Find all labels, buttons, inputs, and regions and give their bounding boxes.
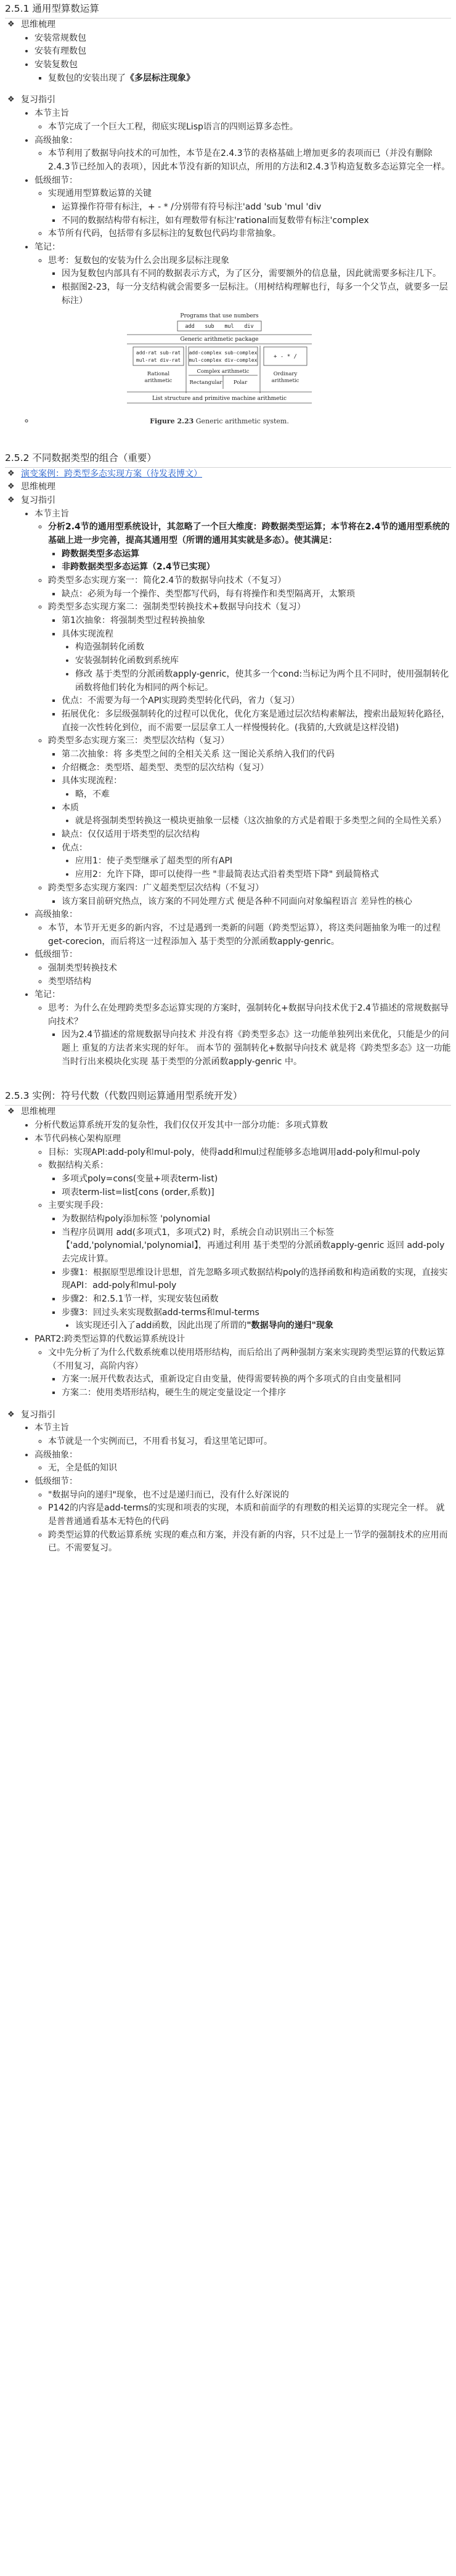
list-item: ◦ 本节利用了数据导向技术的可加性，本节是在2.4.3节的表格基础上增加更多的表项而已（并没有删除2.4.3节已经加入的表项），因此本节没有新的知识点，所用的方法和2.4.3节构造复数多态运算完全一样。 <box>48 147 451 174</box>
list-item: • 低级细节： ◦ 实现通用型算数运算的关键 ▪ 运算操作符带有标注，+ - * /分别带有符号标注'add 'sub 'mul 'div ▪ 不同的数据结构带有标注，如有理数带有标注'rational而复数带有标注'complex ◦ 本节所有代码，包括带有多层标注的复数包代码均非常抽象。 <box>35 174 451 241</box>
section-2-5-2-outline <box>5 468 451 1069</box>
link-item <box>7 468 451 481</box>
ordinary-label-2: arithmetic <box>271 378 299 385</box>
ordinary-label-1: Ordinary <box>273 371 298 378</box>
list-item: ▪ 当程序员调用 add(多项式1，多项式2) 时，系统会自动识别出三个标签【'add,'polynomial,'polynomial】，再通过利用 基于类型的分派函数apply-genric 返回 add-poly去完成计算。 <box>62 1226 451 1266</box>
list-item: ◦ 主要实现手段： ▪ 为数据结构poly添加标签 'polynomial ▪ 当程序员调用 add(多项式1，多项式2) 时，系统会自动识别出三个标签【'add,'polynomial,'polynomial】，再通过利用 基于类型的分派函数apply-genric 返回 add-poly去完成计算。 ▪ 步骤1：根据原型思维设计思想，首先忽略多项式数据结构poly的选择函数和构造函数的实现，直接实现API：add-poly和mul-poly ▪ 步骤2：和2.5.1节一样，实现安装包函数 ▪ 步骤3：回过头来实现数据add-terms和mul-terms • 该实现还引入了add函数，因此出现了所谓的"数据导向的递归"现象 <box>48 1199 451 1333</box>
op-add: add <box>185 324 195 330</box>
list-item: ◦ 本节完成了一个巨大工程，彻底实现Lisp语言的四则运算多态性。 <box>48 121 451 134</box>
list-item: ▪ 优点：不需要为每一个API实现跨类型转化代码，省力（复习） <box>62 695 451 708</box>
complex-label: Complex arithmetic <box>197 369 250 375</box>
figure-caption: Figure 2.23 Generic arithmetic system. <box>150 417 289 426</box>
list-item: • 高级抽象： ◦ 无，全是低的知识 <box>35 1449 451 1475</box>
list-item: • 该实现还引入了add函数，因此出现了所谓的"数据导向的递归"现象 <box>75 1319 451 1333</box>
mindmap-item: ❖ 思维梳理 • 分析代数运算系统开发的复杂性，我们仅仅开发其中一部分功能：多项式算数 • 本节代码核心架构原理 ◦ 目标：实现API:add-poly和mul-poly，使得add和mul过程能够多态地调用add-poly和mul-poly ◦ 数据结构关系： ▪ 多项式poly=cons(变量+项表term-list) ▪ 项表term-list=list[cons (order,系数)] ◦ 主要实现手段： ▪ 为数据结构poly添加标签 'polynomial ▪ 当程序员调用 add(多项式1，多项式2) 时，系统会自动识别出三个标签【'add,'polynomial,'polynomial】，再通过利用 基于类型的分派函数apply-genric 返回 add-poly去完成计算。 ▪ 步骤1：根据原型思维设计思想，首先忽略多项式数据结构poly的选择函数和构造函数的实现，直接实现API：add-poly和mul-poly ▪ 步骤2：和2.5.1节一样，实现安装包函数 ▪ 步骤3：回过头来实现数据add-terms和mul-terms • 该实现还引入了add函数，因此出现了所谓的"数据导向的递归"现象 • PART2:跨类型运算的代数运算系统设计 ◦ 文中先分析了为什么代数系统难以使用塔形结构，而后给出了两种强制方案来实现跨类型运算的代数运算（不用复习，高阶内容） ▪ 方案一:展开代数表达式，重新设定自由变量，使得需要转换的两个多项式的自由变量相同 ▪ 方案二：使用类塔形结构，硬生生的规定变量设定一个排序 <box>7 1106 451 1400</box>
list-item: • 安装复数包 ▪ 复数包的安装出现了《多层标注现象》 <box>35 59 451 85</box>
list-item: ▪ 复数包的安装出现了《多层标注现象》 <box>48 72 451 86</box>
list-item: ◦ 类型塔结构 <box>48 976 451 989</box>
list-item: ▪ 缺点：仅仅适用于塔类型的层次结构 <box>62 828 451 842</box>
section-title-2-5-2: 2.5.2 不同数据类型的组合（重要） <box>5 449 451 468</box>
list-item: • 笔记： ◦ 思考：为什么在处理跨类型多态运算实现的方案时，强制转化+数据导向技术优于2.4节描述的常规数据导向技术？ ▪ 因为2.4节描述的常规数据导向技术 并没有将《跨类型多态》这一功能单独列出来优化，只能是少的问题上 重复的方法者来实现的好年。 而本节的 强制转化+数据导向技术 就是将《跨类型多态》这一功能当时行出来模块化实现 基于类型的分派函数apply-genric 中。 <box>35 988 451 1069</box>
list-item: • 本节主旨 ◦ 本节完成了一个巨大工程，彻底实现Lisp语言的四则运算多态性。 <box>35 107 451 134</box>
list-item: ▪ 具体实现流程： • 略，不难 <box>62 775 451 801</box>
rational-label-1: Rational <box>147 371 170 378</box>
mindmap-item: ❖ 思维梳理 • 安装常规数包 • 安装有理数包 • 安装复数包 ▪ 复数包的安装出现了《多层标注现象》 <box>7 18 451 85</box>
list-item: ◦ 思考：为什么在处理跨类型多态运算实现的方案时，强制转化+数据导向技术优于2.4节描述的常规数据导向技术？ ▪ 因为2.4节描述的常规数据导向技术 并没有将《跨类型多态》这一功能单独列出来优化，只能是少的问题上 重复的方法者来实现的好年。 而本节的 强制转化+数据导向技术 就是将《跨类型多态》这一功能当时行出来模块化实现 基于类型的分派函数apply-genric 中。 <box>48 1002 451 1069</box>
cx-ops-1: add-complex sub-complex <box>189 350 258 356</box>
list-item: ▪ 步骤3：回过头来实现数据add-terms和mul-terms • 该实现还引入了add函数，因此出现了所谓的"数据导向的递归"现象 <box>62 1306 451 1333</box>
list-item: ◦ 跨类型多态实现方案四：广义超类型层次结构（不复习） ▪ 该方案目前研究热点，该方案的不同处理方式 便是各种不同面向对象编程语言 差异性的核心 <box>48 882 451 908</box>
blog-link[interactable]: 演变案例：跨类型多态实现方案（待发表博文） <box>21 468 202 479</box>
list-item: ▪ 因为2.4节描述的常规数据导向技术 并没有将《跨类型多态》这一功能单独列出来优化，只能是少的问题上 重复的方法者来实现的好年。 而本节的 强制转化+数据导向技术 就是将《跨类型多态》这一功能当时行出来模块化实现 基于类型的分派函数apply-genric 中。 <box>62 1029 451 1069</box>
list-item: ▪ 具体实现流程 • 构造强制转化函数 • 安装强制转化函数到系统库 • 修改 基于类型的分派函数apply-genric，使其多一个cond:当标记为两个且不同时，使用强制转化函数将他们转化为相同的两个标记。 <box>62 628 451 695</box>
list-item: • 就是将强制类型转换这一模块更抽象一层楼（这次抽象的方式是着眼于多类型之间的全局性关系） <box>75 815 451 828</box>
op-div: div <box>244 324 254 330</box>
list-item: ◦ 目标：实现API:add-poly和mul-poly，使得add和mul过程能够多态地调用add-poly和mul-poly <box>48 1146 451 1160</box>
list-item: • 笔记： ◦ 思考：复数包的安装为什么会出现多层标注现象 ▪ 因为复数包内部具有不同的数据表示方式，为了区分，需要额外的信息量，因此就需要多标注几下。 ▪ 根据图2-23，每一分支结构就会需要多一层标注。（用树结构理解也行，每多一个父节点，就要多一层标注） <box>35 241 451 308</box>
list-item: ▪ 拓展优化：多层级强制转化的过程可以优化，优化方案是通过层次结构素解法，搜索出最短转化路径，直接一次性转化到位，而不需要一层层拿工人一样慢慢转化。(我猜的,大致就是这样没错) <box>62 708 451 735</box>
generic-package-label: Generic arithmetic package <box>180 336 259 343</box>
list-item: ◦ 思考：复数包的安装为什么会出现多层标注现象 ▪ 因为复数包内部具有不同的数据表示方式，为了区分，需要额外的信息量，因此就需要多标注几下。 ▪ 根据图2-23，每一分支结构就会需要多一层标注。（用树结构理解也行，每多一个父节点，就要多一层标注） <box>48 255 451 308</box>
list-item: • 本节主旨 ◦ 本节就是一个实例而已，不用看书复习，看这里笔记即可。 <box>35 1422 451 1448</box>
top-box-title: ◦ Programs that use numbers <box>180 313 259 320</box>
review-outline-2-5-3 <box>5 1409 451 1556</box>
list-item: • 略，不难 <box>75 788 451 802</box>
list-item: ▪ 优点： • 应用1：使子类型继承了超类型的所有API • 应用2：允许下降，即可以使得一些 "非最简表达式沿着类型塔下降" 到最简格式 <box>62 842 451 882</box>
list-item: • 低级细节： ◦ 强制类型转换技术 ◦ 类型塔结构 <box>35 948 451 988</box>
list-item: • 安装常规数包 <box>35 32 451 46</box>
list-item: ▪ 运算操作符带有标注，+ - * /分别带有符号标注'add 'sub 'mul 'div <box>62 201 451 214</box>
list-item: • 本节主旨 ◦ 分析2.4节的通用型系统设计，其忽略了一个巨大维度：跨数据类型运算；本节将在2.4节的通用型系统的基础上进一步完善，提高其通用型（所谓的通用其实就是多态）。使其满足： ▪ 跨数据类型多态运算 ▪ 非跨数据类型多态运算（2.4节已实现） ◦ 跨类型多态实现方案一：简化2.4节的数据导向技术（不复习） ▪ 缺点：必须为每一个操作、类型都写代码，每有将操作和类型隔离开，太繁琐 ◦ 跨类型多态实现方案二：强制类型转换技术+数据导向技术（复习） ▪ 第1次抽象：将强制类型过程转换抽象 ▪ 具体实现流程 • 构造强制转化函数 • 安装强制转化函数到系统库 • 修改 基于类型的分派函数apply-genric，使其多一个cond:当标记为两个且不同时，使用强制转化函数将他们转化为相同的两个标记。 ▪ 优点：不需要为每一个API实现跨类型转化代码，省力（复习） ▪ 拓展优化：多层级强制转化的过程可以优化，优化方案是通过层次结构素解法，搜索出最短转化路径，直接一次性转化到位，而不需要一层层拿工人一样慢慢转化。(我猜的,大致就是这样没错) ◦ 跨类型多态实现方案三：类型层次结构（复习） ▪ 第二次抽象：将 多类型之间的全相关关系 这一图论关系纳入我们的代码 ▪ 介绍概念：类型塔、超类型、类型的层次结构（复习） ▪ 具体实现流程： • 略，不难 ▪ 本质 • 就是将强制类型转换这一模块更抽象一层楼（这次抽象的方式是着眼于多类型之间的全局性关系） ▪ 缺点：仅仅适用于塔类型的层次结构 ▪ 优点： • 应用1：使子类型继承了超类型的所有API • 应用2：允许下降，即可以使得一些 "非最简表达式沿着类型塔下降" 到最简格式 ◦ 跨类型多态实现方案四：广义超类型层次结构（不复习） ▪ 该方案目前研究热点，该方案的不同处理方式 便是各种不同面向对象编程语言 差异性的核心 <box>35 508 451 909</box>
list-item: ◦ 强制类型转换技术 <box>48 962 451 976</box>
cx-ops-2: mul-complex div-complex <box>189 357 258 364</box>
bottom-label: List structure and primitive machine arithmetic <box>152 396 287 402</box>
list-item: ▪ 介绍概念：类型塔、超类型、类型的层次结构（复习） <box>62 762 451 775</box>
list-item: ▪ 为数据结构poly添加标签 'polynomial <box>62 1213 451 1226</box>
list-item: ▪ 缺点：必须为每一个操作、类型都写代码，每有将操作和类型隔离开，太繁琐 <box>62 588 451 601</box>
list-item: ◦ 跨类型多态实现方案三：类型层次结构（复习） ▪ 第二次抽象：将 多类型之间的全相关关系 这一图论关系纳入我们的代码 ▪ 介绍概念：类型塔、超类型、类型的层次结构（复习） ▪ 具体实现流程： • 略，不难 ▪ 本质 • 就是将强制类型转换这一模块更抽象一层楼（这次抽象的方式是着眼于多类型之间的全局性关系） ▪ 缺点：仅仅适用于塔类型的层次结构 ▪ 优点： • 应用1：使子类型继承了超类型的所有API • 应用2：允许下降，即可以使得一些 "非最简表达式沿着类型塔下降" 到最简格式 <box>48 735 451 882</box>
list-item: ▪ 非跨数据类型多态运算（2.4节已实现） <box>62 561 451 574</box>
mindmap-item: ❖ 思维梳理 <box>7 481 451 494</box>
list-item: • 安装强制转化函数到系统库 <box>75 654 451 668</box>
list-item: ◦ 分析2.4节的通用型系统设计，其忽略了一个巨大维度：跨数据类型运算；本节将在2.4节的通用型系统的基础上进一步完善，提高其通用型（所谓的通用其实就是多态）。使其满足： ▪ 跨数据类型多态运算 ▪ 非跨数据类型多态运算（2.4节已实现） <box>48 521 451 574</box>
section-2-5-1-outline <box>5 18 451 85</box>
list-item: ▪ 不同的数据结构带有标注，如有理数带有标注'rational而复数带有标注'complex <box>62 214 451 228</box>
list-item: ▪ 跨数据类型多态运算 <box>62 548 451 561</box>
figure-item <box>35 310 451 426</box>
diamond-bullet-icon: ❖ <box>7 482 15 492</box>
diamond-bullet-icon: ❖ <box>7 1107 15 1117</box>
list-item: • 本节代码核心架构原理 ◦ 目标：实现API:add-poly和mul-poly，使得add和mul过程能够多态地调用add-poly和mul-poly ◦ 数据结构关系： ▪ 多项式poly=cons(变量+项表term-list) ▪ 项表term-list=list[cons (order,系数)] ◦ 主要实现手段： ▪ 为数据结构poly添加标签 'polynomial ▪ 当程序员调用 add(多项式1，多项式2) 时，系统会自动识别出三个标签【'add,'polynomial,'polynomial】，再通过利用 基于类型的分派函数apply-genric 返回 add-poly去完成计算。 ▪ 步骤1：根据原型思维设计思想，首先忽略多项式数据结构poly的选择函数和构造函数的实现，直接实现API：add-poly和mul-poly ▪ 步骤2：和2.5.1节一样，实现安装包函数 ▪ 步骤3：回过头来实现数据add-terms和mul-terms • 该实现还引入了add函数，因此出现了所谓的"数据导向的递归"现象 <box>35 1133 451 1333</box>
section-title-2-5-1: 2.5.1 通用型算数运算 <box>5 0 451 18</box>
section-title-2-5-3: 2.5.3 实例：符号代数（代数四则运算通用型系统开发） <box>5 1087 451 1106</box>
rational-label-2: arithmetic <box>144 378 173 385</box>
list-item: • 应用2：允许下降，即可以使得一些 "非最简表达式沿着类型塔下降" 到最简格式 <box>75 868 451 882</box>
list-item: • 构造强制转化函数 <box>75 641 451 654</box>
list-item: ◦ P142的内容是add-terms的实现和项表的实现，本质和前面学的有理数的相关运算的实现完全一样。 就是普普通通看基本无特色的代码 <box>48 1502 451 1528</box>
list-item: ◦ 本节就是一个实例而已，不用看书复习，看这里笔记即可。 <box>48 1435 451 1449</box>
list-item: • 高级抽象： ◦ 本节，本节开无更多的新内容，不过是遇到一类新的问题（跨类型运算），将这类问题抽象为唯一的过程get-corecion，而后将这一过程添加入 基于类型的分派函数apply-genric。 <box>35 908 451 948</box>
diamond-bullet-icon: ❖ <box>7 495 15 505</box>
section-2-5-3-outline <box>5 1106 451 1400</box>
list-item: ◦ 实现通用型算数运算的关键 ▪ 运算操作符带有标注，+ - * /分别带有符号标注'add 'sub 'mul 'div ▪ 不同的数据结构带有标注，如有理数带有标注'rational而复数带有标注'complex <box>48 187 451 227</box>
review-outline <box>5 94 451 426</box>
list-item: ◦ 跨类型多态实现方案二：强制类型转换技术+数据导向技术（复习） ▪ 第1次抽象：将强制类型过程转换抽象 ▪ 具体实现流程 • 构造强制转化函数 • 安装强制转化函数到系统库 • 修改 基于类型的分派函数apply-genric，使其多一个cond:当标记为两个且不同时，使用强制转化函数将他们转化为相同的两个标记。 ▪ 优点：不需要为每一个API实现跨类型转化代码，省力（复习） ▪ 拓展优化：多层级强制转化的过程可以优化，优化方案是通过层次结构素解法，搜索出最短转化路径，直接一次性转化到位，而不需要一层层拿工人一样慢慢转化。(我猜的,大致就是这样没错) <box>48 601 451 735</box>
list-item: ▪ 多项式poly=cons(变量+项表term-list) <box>62 1173 451 1186</box>
list-item: ▪ 第1次抽象：将强制类型过程转换抽象 <box>62 614 451 628</box>
generic-arithmetic-diagram <box>35 310 404 415</box>
diamond-bullet-icon: ❖ <box>7 20 15 30</box>
diamond-bullet-icon: ❖ <box>7 1409 15 1419</box>
list-item: ▪ 项表term-list=list[cons (order,系数)] <box>62 1186 451 1200</box>
list-item: ▪ 步骤2：和2.5.1节一样，实现安装包函数 <box>62 1293 451 1306</box>
rectangular-label: Rectangular <box>189 380 222 386</box>
list-item: ▪ 根据图2-23，每一分支结构就会需要多一层标注。（用树结构理解也行，每多一个父节点，就要多一层标注） <box>62 281 451 308</box>
list-item: • 安装有理数包 <box>35 45 451 59</box>
list-item: ▪ 方案二：使用类塔形结构，硬生生的规定变量设定一个排序 <box>62 1387 451 1400</box>
list-item: • 修改 基于类型的分派函数apply-genric，使其多一个cond:当标记为两个且不同时，使用强制转化函数将他们转化为相同的两个标记。 <box>75 668 451 695</box>
list-item: ▪ 方案一:展开代数表达式，重新设定自由变量，使得需要转换的两个多项式的自由变量相同 <box>62 1373 451 1387</box>
ord-ops: + - * / <box>274 354 297 361</box>
list-item: ▪ 本质 • 就是将强制类型转换这一模块更抽象一层楼（这次抽象的方式是着眼于多类型之间的全局性关系） <box>62 802 451 828</box>
list-item: ◦ 文中先分析了为什么代数系统难以使用塔形结构，而后给出了两种强制方案来实现跨类型运算的代数运算（不用复习，高阶内容） ▪ 方案一:展开代数表达式，重新设定自由变量，使得需要转换的两个多项式的自由变量相同 ▪ 方案二：使用类塔形结构，硬生生的规定变量设定一个排序 <box>48 1347 451 1400</box>
list-item: • PART2:跨类型运算的代数运算系统设计 ◦ 文中先分析了为什么代数系统难以使用塔形结构，而后给出了两种强制方案来实现跨类型运算的代数运算（不用复习，高阶内容） ▪ 方案一:展开代数表达式，重新设定自由变量，使得需要转换的两个多项式的自由变量相同 ▪ 方案二：使用类塔形结构，硬生生的规定变量设定一个排序 <box>35 1333 451 1400</box>
list-item: • 高级抽象： ◦ 本节利用了数据导向技术的可加性，本节是在2.4.3节的表格基础上增加更多的表项而已（并没有删除2.4.3节已经加入的表项），因此本节没有新的知识点，所用的方法和2.4.3节构造复数多态运算完全一样。 <box>35 134 451 174</box>
list-item: • 应用1：使子类型继承了超类型的所有API <box>75 855 451 868</box>
list-item: ◦ 本节，本节开无更多的新内容，不过是遇到一类新的问题（跨类型运算），将这类问题抽象为唯一的过程get-corecion，而后将这一过程添加入 基于类型的分派函数apply-genric。 <box>48 922 451 948</box>
list-item: ▪ 步骤1：根据原型思维设计思想，首先忽略多项式数据结构poly的选择函数和构造函数的实现，直接实现API：add-poly和mul-poly <box>62 1266 451 1293</box>
generic-arithmetic-figure <box>35 310 404 426</box>
list-item: ◦ 跨类型运算的代数运算系统 实现的难点和方案，并没有新的内容，只不过是上一节学的强制技术的应用而已。不需要复习。 <box>48 1529 451 1555</box>
list-item: ▪ 第二次抽象：将 多类型之间的全相关关系 这一图论关系纳入我们的代码 <box>62 748 451 762</box>
review-item: ❖ 复习指引 • 本节主旨 ◦ 分析2.4节的通用型系统设计，其忽略了一个巨大维度：跨数据类型运算；本节将在2.4节的通用型系统的基础上进一步完善，提高其通用型（所谓的通用其实就是多态）。使其满足： ▪ 跨数据类型多态运算 ▪ 非跨数据类型多态运算（2.4节已实现） ◦ 跨类型多态实现方案一：简化2.4节的数据导向技术（不复习） ▪ 缺点：必须为每一个操作、类型都写代码，每有将操作和类型隔离开，太繁琐 ◦ 跨类型多态实现方案二：强制类型转换技术+数据导向技术（复习） ▪ 第1次抽象：将强制类型过程转换抽象 ▪ 具体实现流程 • 构造强制转化函数 • 安装强制转化函数到系统库 • 修改 基于类型的分派函数apply-genric，使其多一个cond:当标记为两个且不同时，使用强制转化函数将他们转化为相同的两个标记。 ▪ 优点：不需要为每一个API实现跨类型转化代码，省力（复习） ▪ 拓展优化：多层级强制转化的过程可以优化，优化方案是通过层次结构素解法，搜索出最短转化路径，直接一次性转化到位，而不需要一层层拿工人一样慢慢转化。(我猜的,大致就是这样没错) ◦ 跨类型多态实现方案三：类型层次结构（复习） ▪ 第二次抽象：将 多类型之间的全相关关系 这一图论关系纳入我们的代码 ▪ 介绍概念：类型塔、超类型、类型的层次结构（复习） ▪ 具体实现流程： • 略，不难 ▪ 本质 • 就是将强制类型转换这一模块更抽象一层楼（这次抽象的方式是着眼于多类型之间的全局性关系） ▪ 缺点：仅仅适用于塔类型的层次结构 ▪ 优点： • 应用1：使子类型继承了超类型的所有API • 应用2：允许下降，即可以使得一些 "非最简表达式沿着类型塔下降" 到最简格式 ◦ 跨类型多态实现方案四：广义超类型层次结构（不复习） ▪ 该方案目前研究热点，该方案的不同处理方式 便是各种不同面向对象编程语言 差异性的核心 • 高级抽象： ◦ 本节，本节开无更多的新内容，不过是遇到一类新的问题（跨类型运算），将这类问题抽象为唯一的过程get-corecion，而后将这一过程添加入 基于类型的分派函数apply-genric。 • 低级细节： ◦ 强制类型转换技术 ◦ 类型塔结构 • 笔记： ◦ 思考：为什么在处理跨类型多态运算实现的方案时，强制转化+数据导向技术优于2.4节描述的常规数据导向技术？ ▪ 因为2.4节描述的常规数据导向技术 并没有将《跨类型多态》这一功能单独列出来优化，只能是少的问题上 重复的方法者来实现的好年。 而本节的 强制转化+数据导向技术 就是将《跨类型多态》这一功能当时行出来模块化实现 基于类型的分派函数apply-genric 中。 <box>7 494 451 1069</box>
list-item: ◦ 无，全是低的知识 <box>48 1462 451 1475</box>
rat-ops-2: mul-rat div-rat <box>136 357 181 364</box>
list-item: ◦ 本节所有代码，包括带有多层标注的复数包代码均非常抽象。 <box>48 227 451 241</box>
list-item: ▪ 因为复数包内部具有不同的数据表示方式，为了区分，需要额外的信息量，因此就需要多标注几下。 <box>62 267 451 281</box>
list-item: • 分析代数运算系统开发的复杂性，我们仅仅开发其中一部分功能：多项式算数 <box>35 1119 451 1133</box>
op-mul: mul <box>224 324 234 330</box>
list-item: ◦ 跨类型多态实现方案一：简化2.4节的数据导向技术（不复习） ▪ 缺点：必须为每一个操作、类型都写代码，每有将操作和类型隔离开，太繁琐 <box>48 574 451 601</box>
diamond-bullet-icon: ❖ <box>7 468 15 478</box>
op-sub: sub <box>205 324 214 330</box>
rat-ops-1: add-rat sub-rat <box>136 350 181 356</box>
list-item: • 低级细节： ◦ "数据导向的递归"现象，也不过是递归而已，没有什么好深说的 ◦ P142的内容是add-terms的实现和项表的实现，本质和前面学的有理数的相关运算的实现完全一样。 就是普普通通看基本无特色的代码 ◦ 跨类型运算的代数运算系统 实现的难点和方案，并没有新的内容，只不过是上一节学的强制技术的应用而已。不需要复习。 <box>35 1475 451 1555</box>
diamond-bullet-icon: ❖ <box>7 95 15 105</box>
polar-label: Polar <box>233 380 248 386</box>
list-item: ◦ 数据结构关系： ▪ 多项式poly=cons(变量+项表term-list) ▪ 项表term-list=list[cons (order,系数)] <box>48 1159 451 1199</box>
review-item: ❖ 复习指引 • 本节主旨 ◦ 本节就是一个实例而已，不用看书复习，看这里笔记即可。 • 高级抽象： ◦ 无，全是低的知识 • 低级细节： ◦ "数据导向的递归"现象，也不过是递归而已，没有什么好深说的 ◦ P142的内容是add-terms的实现和项表的实现，本质和前面学的有理数的相关运算的实现完全一样。 就是普普通通看基本无特色的代码 ◦ 跨类型运算的代数运算系统 实现的难点和方案，并没有新的内容，只不过是上一节学的强制技术的应用而已。不需要复习。 <box>7 1409 451 1556</box>
list-item: ◦ "数据导向的递归"现象，也不过是递归而已，没有什么好深说的 <box>48 1489 451 1502</box>
list-item: ▪ 该方案目前研究热点，该方案的不同处理方式 便是各种不同面向对象编程语言 差异性的核心 <box>62 895 451 909</box>
review-item: ❖ 复习指引 • 本节主旨 ◦ 本节完成了一个巨大工程，彻底实现Lisp语言的四则运算多态性。 • 高级抽象： ◦ 本节利用了数据导向技术的可加性，本节是在2.4.3节的表格基础上增加更多的表项而已（并没有删除2.4.3节已经加入的表项），因此本节没有新的知识点，所用的方法和2.4.3节构造复数多态运算完全一样。 • 低级细节： ◦ 实现通用型算数运算的关键 ▪ 运算操作符带有标注，+ - * /分别带有符号标注'add 'sub 'mul 'div ▪ 不同的数据结构带有标注，如有理数带有标注'rational而复数带有标注'complex ◦ 本节所有代码，包括带有多层标注的复数包代码均非常抽象。 • 笔记： ◦ 思考：复数包的安装为什么会出现多层标注现象 ▪ 因为复数包内部具有不同的数据表示方式，为了区分，需要额外的信息量，因此就需要多标注几下。 ▪ 根据图2-23，每一分支结构就会需要多一层标注。（用树结构理解也行，每多一个父节点，就要多一层标注） ◦ Programs that use numbers add sub mul div Generic arithmetic package add-rat sub-rat mul-rat div-rat add-complex sub-complex mul-complex div-complex + - * / Rational arithmetic Complex arithmetic Rectangular Polar Ordinary arithmetic List structure and primitive machine arithmetic Figure 2.23 Generic arithmetic system. <box>7 94 451 426</box>
